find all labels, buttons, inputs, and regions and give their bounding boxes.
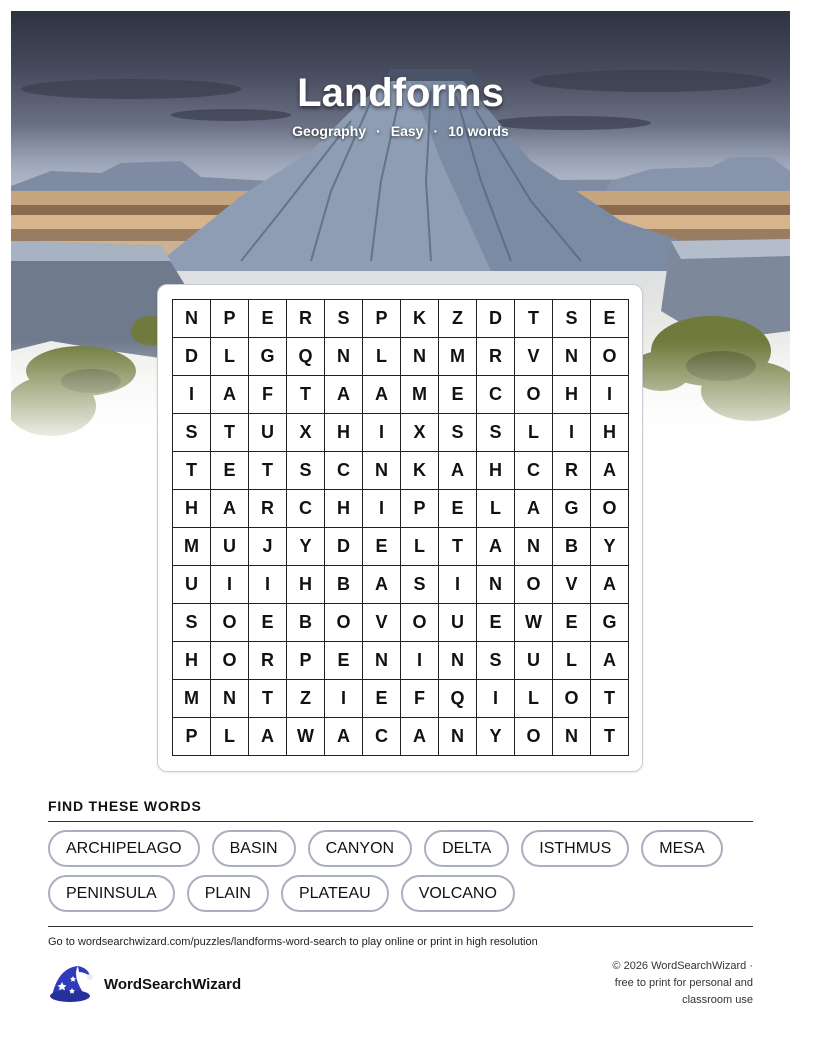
grid-cell[interactable]: I xyxy=(363,414,401,452)
grid-cell[interactable]: O xyxy=(553,680,591,718)
grid-cell[interactable]: S xyxy=(477,414,515,452)
grid-cell[interactable]: A xyxy=(325,376,363,414)
grid-cell[interactable]: T xyxy=(249,680,287,718)
grid-cell[interactable]: V xyxy=(515,338,553,376)
grid-cell[interactable]: O xyxy=(211,604,249,642)
grid-cell[interactable]: M xyxy=(173,528,211,566)
grid-cell[interactable]: N xyxy=(477,566,515,604)
grid-cell[interactable]: N xyxy=(553,718,591,756)
grid-cell[interactable]: G xyxy=(553,490,591,528)
grid-cell[interactable]: N xyxy=(439,718,477,756)
separator-dot: · xyxy=(376,123,381,139)
grid-cell[interactable]: O xyxy=(325,604,363,642)
grid-cell[interactable]: E xyxy=(249,604,287,642)
grid-cell[interactable]: B xyxy=(325,566,363,604)
grid-cell[interactable]: H xyxy=(173,490,211,528)
grid-cell[interactable]: O xyxy=(515,566,553,604)
grid-cell[interactable]: C xyxy=(363,718,401,756)
grid-cell[interactable]: E xyxy=(249,300,287,338)
copyright-line: classroom use xyxy=(682,994,753,1006)
grid-cell[interactable]: A xyxy=(249,718,287,756)
grid-cell[interactable]: V xyxy=(363,604,401,642)
grid-cell[interactable]: N xyxy=(363,642,401,680)
grid-cell[interactable]: W xyxy=(287,718,325,756)
grid-cell[interactable]: Q xyxy=(287,338,325,376)
grid-cell[interactable]: T xyxy=(173,452,211,490)
grid-cell[interactable]: O xyxy=(211,642,249,680)
grid-cell[interactable]: N xyxy=(211,680,249,718)
grid-cell[interactable]: U xyxy=(211,528,249,566)
grid-cell[interactable]: N xyxy=(515,528,553,566)
puzzle-subtitle xyxy=(11,123,790,139)
grid-cell[interactable]: I xyxy=(591,376,629,414)
grid-cell[interactable]: O xyxy=(515,376,553,414)
grid-cell[interactable]: O xyxy=(591,338,629,376)
separator-dot: · xyxy=(433,123,439,139)
grid-cell[interactable]: Y xyxy=(591,528,629,566)
word-chip: DELTA xyxy=(424,830,509,867)
grid-cell[interactable]: H xyxy=(591,414,629,452)
grid-cell[interactable]: B xyxy=(287,604,325,642)
copyright-note xyxy=(553,958,753,1009)
grid-cell[interactable]: G xyxy=(591,604,629,642)
grid-cell[interactable]: R xyxy=(249,642,287,680)
grid-cell[interactable]: C xyxy=(287,490,325,528)
brand[interactable] xyxy=(48,964,241,1004)
grid-cell[interactable]: T xyxy=(439,528,477,566)
grid-cell[interactable]: L xyxy=(553,642,591,680)
grid-cell[interactable]: E xyxy=(363,528,401,566)
grid-cell[interactable]: E xyxy=(591,300,629,338)
grid-cell[interactable]: C xyxy=(515,452,553,490)
difficulty-label: Easy xyxy=(390,123,424,139)
grid-cell[interactable]: I xyxy=(211,566,249,604)
grid-cell[interactable]: I xyxy=(173,376,211,414)
word-chip: BASIN xyxy=(212,830,296,867)
grid-cell[interactable]: N xyxy=(363,452,401,490)
grid-cell[interactable]: M xyxy=(439,338,477,376)
grid-cell[interactable]: P xyxy=(401,490,439,528)
grid-cell[interactable]: M xyxy=(401,376,439,414)
grid-cell[interactable]: C xyxy=(325,452,363,490)
grid-cell[interactable]: S xyxy=(173,414,211,452)
grid-cell[interactable]: A xyxy=(515,490,553,528)
brand-name: WordSearchWizard xyxy=(104,975,242,993)
grid-cell[interactable]: I xyxy=(553,414,591,452)
grid-cell[interactable]: W xyxy=(515,604,553,642)
divider xyxy=(48,926,753,927)
grid-cell[interactable]: K xyxy=(401,452,439,490)
grid-cell[interactable]: E xyxy=(439,376,477,414)
word-chip: MESA xyxy=(641,830,722,867)
grid-cell[interactable]: A xyxy=(211,376,249,414)
grid-cell[interactable]: D xyxy=(325,528,363,566)
grid-cell[interactable]: A xyxy=(363,566,401,604)
grid-cell[interactable]: I xyxy=(477,680,515,718)
grid-cell[interactable]: I xyxy=(401,642,439,680)
word-chip: VOLCANO xyxy=(401,875,515,912)
grid-cell[interactable]: Q xyxy=(439,680,477,718)
grid-cell[interactable]: R xyxy=(287,300,325,338)
grid-cell[interactable]: X xyxy=(287,414,325,452)
grid-cell[interactable]: U xyxy=(439,604,477,642)
copyright-line: © 2026 WordSearchWizard · xyxy=(612,960,753,972)
word-chip: CANYON xyxy=(308,830,412,867)
grid-cell[interactable]: G xyxy=(249,338,287,376)
grid-cell[interactable]: Z xyxy=(439,300,477,338)
grid-cell[interactable]: S xyxy=(477,642,515,680)
grid-cell[interactable]: A xyxy=(211,490,249,528)
grid-cell[interactable]: V xyxy=(553,566,591,604)
grid-cell[interactable]: S xyxy=(173,604,211,642)
copyright-line: free to print for personal and xyxy=(614,977,753,989)
play-online-note: Go to wordsearchwizard.com/puzzles/landforms-word-search to play online or print in high resolution xyxy=(48,936,538,948)
grid-cell[interactable]: Z xyxy=(287,680,325,718)
grid-cell[interactable]: R xyxy=(553,452,591,490)
grid-cell[interactable]: P xyxy=(211,300,249,338)
grid-cell[interactable]: H xyxy=(325,490,363,528)
grid-cell[interactable]: U xyxy=(515,642,553,680)
grid-cell[interactable]: N xyxy=(401,338,439,376)
grid-cell[interactable]: T xyxy=(591,718,629,756)
grid-cell[interactable]: L xyxy=(363,338,401,376)
grid-cell[interactable]: N xyxy=(439,642,477,680)
grid-cell[interactable]: N xyxy=(325,338,363,376)
grid-cell[interactable]: R xyxy=(477,338,515,376)
grid-cell[interactable]: H xyxy=(173,642,211,680)
puzzle-title: Landforms xyxy=(297,71,504,115)
grid-cell[interactable]: C xyxy=(477,376,515,414)
grid-cell[interactable]: A xyxy=(401,718,439,756)
grid-cell[interactable]: S xyxy=(401,566,439,604)
category-label: Geography xyxy=(292,123,367,139)
grid-cell[interactable]: T xyxy=(249,452,287,490)
grid-cell[interactable]: X xyxy=(401,414,439,452)
grid-cell[interactable]: H xyxy=(287,566,325,604)
grid-cell[interactable]: S xyxy=(439,414,477,452)
grid-cell[interactable]: Y xyxy=(287,528,325,566)
grid-cell[interactable]: F xyxy=(249,376,287,414)
word-chip: PLATEAU xyxy=(281,875,389,912)
grid-cell[interactable]: O xyxy=(401,604,439,642)
grid-cell[interactable]: U xyxy=(173,566,211,604)
grid-cell[interactable]: S xyxy=(287,452,325,490)
grid-cell[interactable]: E xyxy=(477,604,515,642)
grid-cell[interactable]: T xyxy=(287,376,325,414)
grid-cell[interactable]: A xyxy=(477,528,515,566)
grid-cell[interactable]: J xyxy=(249,528,287,566)
grid-cell[interactable]: T xyxy=(591,680,629,718)
wizard-hat-icon xyxy=(48,964,94,1004)
grid-cell[interactable]: A xyxy=(591,642,629,680)
grid-cell[interactable]: E xyxy=(211,452,249,490)
grid-cell[interactable]: I xyxy=(249,566,287,604)
grid-cell[interactable]: I xyxy=(363,490,401,528)
grid-cell[interactable]: P xyxy=(173,718,211,756)
grid-cell[interactable]: O xyxy=(591,490,629,528)
grid-cell[interactable]: R xyxy=(249,490,287,528)
grid-cell[interactable]: I xyxy=(439,566,477,604)
grid-cell[interactable]: L xyxy=(211,718,249,756)
grid-cell[interactable]: L xyxy=(515,414,553,452)
grid-cell[interactable]: D xyxy=(477,300,515,338)
grid-cell[interactable]: A xyxy=(439,452,477,490)
divider xyxy=(48,821,753,822)
grid-cell[interactable]: E xyxy=(363,680,401,718)
grid-cell[interactable]: P xyxy=(287,642,325,680)
grid-cell[interactable]: N xyxy=(173,300,211,338)
grid-cell[interactable]: O xyxy=(515,718,553,756)
letter-grid[interactable] xyxy=(172,299,629,756)
grid-cell[interactable]: T xyxy=(515,300,553,338)
grid-cell[interactable]: E xyxy=(553,604,591,642)
grid-cell[interactable]: L xyxy=(211,338,249,376)
grid-cell[interactable]: H xyxy=(477,452,515,490)
grid-cell[interactable]: S xyxy=(325,300,363,338)
grid-cell[interactable]: I xyxy=(325,680,363,718)
grid-cell[interactable]: M xyxy=(173,680,211,718)
grid-cell[interactable]: H xyxy=(325,414,363,452)
grid-cell[interactable]: A xyxy=(591,566,629,604)
grid-cell[interactable]: A xyxy=(363,376,401,414)
grid-cell[interactable]: Y xyxy=(477,718,515,756)
grid-cell[interactable]: D xyxy=(173,338,211,376)
grid-cell[interactable]: L xyxy=(401,528,439,566)
word-list xyxy=(48,830,758,912)
grid-cell[interactable]: H xyxy=(553,376,591,414)
grid-cell[interactable]: E xyxy=(325,642,363,680)
grid-cell[interactable]: L xyxy=(477,490,515,528)
word-list-heading: FIND THESE WORDS xyxy=(48,798,202,814)
grid-cell[interactable]: B xyxy=(553,528,591,566)
grid-cell[interactable]: U xyxy=(249,414,287,452)
word-chip: ISTHMUS xyxy=(521,830,629,867)
word-chip: ARCHIPELAGO xyxy=(48,830,200,867)
word-count-label: 10 words xyxy=(448,123,509,139)
grid-cell[interactable]: T xyxy=(211,414,249,452)
grid-cell[interactable]: S xyxy=(553,300,591,338)
grid-cell[interactable]: A xyxy=(591,452,629,490)
grid-cell[interactable]: P xyxy=(363,300,401,338)
grid-cell[interactable]: K xyxy=(401,300,439,338)
grid-cell[interactable]: F xyxy=(401,680,439,718)
grid-cell[interactable]: L xyxy=(515,680,553,718)
word-chip: PENINSULA xyxy=(48,875,175,912)
word-chip: PLAIN xyxy=(187,875,269,912)
grid-cell[interactable]: E xyxy=(439,490,477,528)
grid-cell[interactable]: A xyxy=(325,718,363,756)
grid-cell[interactable]: N xyxy=(553,338,591,376)
